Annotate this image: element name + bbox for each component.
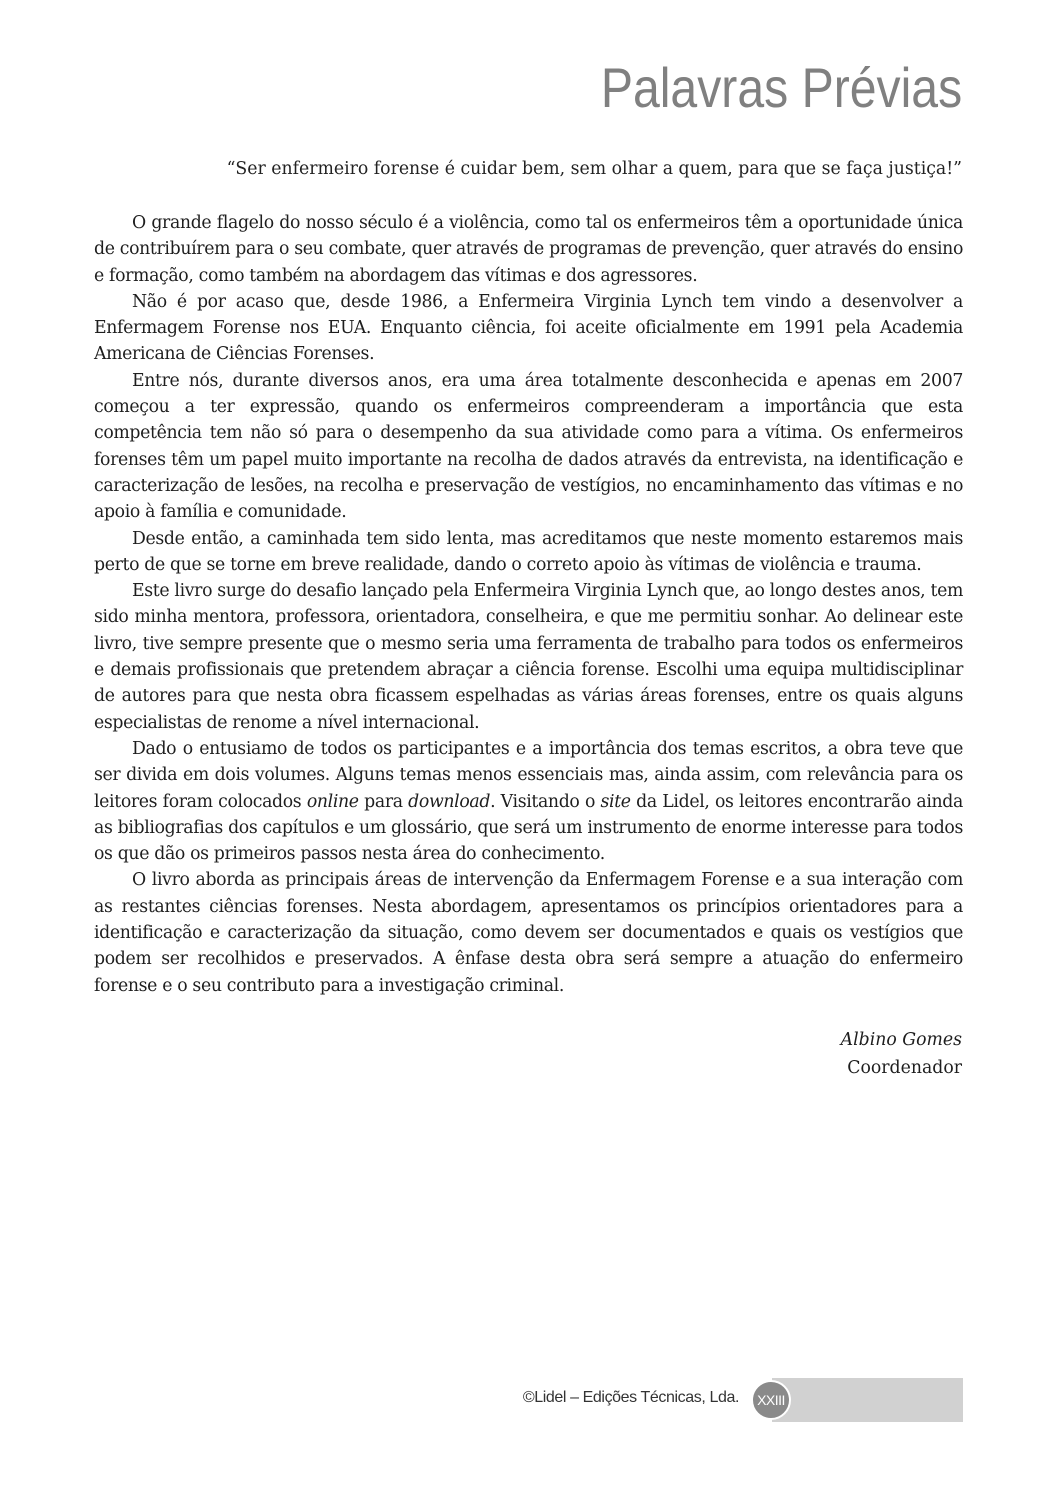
body-text xyxy=(94,210,963,999)
online-term: online xyxy=(306,791,359,812)
footer-bar xyxy=(772,1378,963,1422)
paragraph-4: Desde então, a caminhada tem sido lenta, mas acreditamos que neste momento estaremos mais perto de que se torne em breve realidade, dando o correto apoio às vítimas de violência e trauma. xyxy=(94,528,963,575)
paragraph-7: O livro aborda as principais áreas de intervenção da Enfermagem Forense e a sua interação com as restantes ciências forenses. Nesta abordagem, apresentamos os princípios orientadores para a identificação e caracterização da situação, como devem ser documentados e quais os vestígios que podem ser recolhidos e preservados. A ênfase desta obra será sempre a atuação do enfermeiro forense e o seu contributo para a investigação criminal. xyxy=(94,870,963,996)
page-number-badge: XXIII xyxy=(751,1380,791,1420)
signature-block xyxy=(841,1026,962,1082)
paragraph-6-part-a: Dado o entusiamo de todos os participantes e a importância dos temas escritos, a obra teve que ser divida em dois volumes. Alguns temas menos essenciais mas, ainda assim, com relevância para os leitores foram colocados xyxy=(94,738,963,812)
paragraph-2: Não é por acaso que, desde 1986, a Enfermeira Virginia Lynch tem vindo a desenvolver a Enfermagem Forense nos EUA. Enquanto ciência, foi aceite oficialmente em 1991 pela Academia Americana de Ciências Forenses. xyxy=(94,291,963,365)
paragraph-3: Entre nós, durante diversos anos, era uma área totalmente desconhecida e apenas em 2007 começou a ter expressão, quando os enfermeiros compreenderam a importância que esta competência tem não só para o desempenho da sua atividade como para a vítima. Os enfermeiros forenses têm um papel muito importante na recolha de dados através da entrevista, na identificação e caracterização de lesões, na recolha e preservação de vestígios, no encaminhamento das vítimas e no apoio à família e comunidade. xyxy=(94,370,963,523)
download-term: download xyxy=(408,791,491,812)
paragraph-5: Este livro surge do desafio lançado pela Enfermeira Virginia Lynch que, ao longo destes anos, tem sido minha mentora, professora, orientadora, conselheira, e que me permitiu sonhar. Ao delinear este livro, tive sempre presente que o mesmo seria uma ferramenta de trabalho para todos os enfermeiros e demais profissionais que pretendem abraçar a ciência forense. Escolhi uma equipa multidisciplinar de autores para que nesta obra ficassem espelhadas as várias áreas forenses, entre os quais alguns especialistas de renome a nível internacional. xyxy=(94,581,963,733)
author-role: Coordenador xyxy=(847,1058,962,1078)
paragraph-6-part-d: da Lidel, os leitores encontrarão ainda as bibliografias dos capítulos e um glossário, que será um instrumento de enorme interesse para todos os que dão os primeiros passos nesta área do conhecimento. xyxy=(94,791,963,865)
paragraph-6-part-c: . Visitando o xyxy=(490,791,601,812)
author-name: Albino Gomes xyxy=(840,1030,962,1050)
site-term: site xyxy=(600,791,631,812)
footer-copyright: ©Lidel – Edições Técnicas, Lda. xyxy=(522,1389,739,1406)
paragraph-6-part-b: para xyxy=(358,791,409,812)
epigraph-quote: “Ser enfermeiro forense é cuidar bem, sem olhar a quem, para que se faça justiça!” xyxy=(226,159,962,179)
paragraph-6 xyxy=(94,736,963,867)
paragraph-1: O grande flagelo do nosso século é a violência, como tal os enfermeiros têm a oportunidade única de contribuírem para o seu combate, quer através de programas de prevenção, quer através do ensino e formação, como também na abordagem das vítimas e dos agressores. xyxy=(94,213,963,286)
page-title: Palavras Prévias xyxy=(600,56,962,119)
